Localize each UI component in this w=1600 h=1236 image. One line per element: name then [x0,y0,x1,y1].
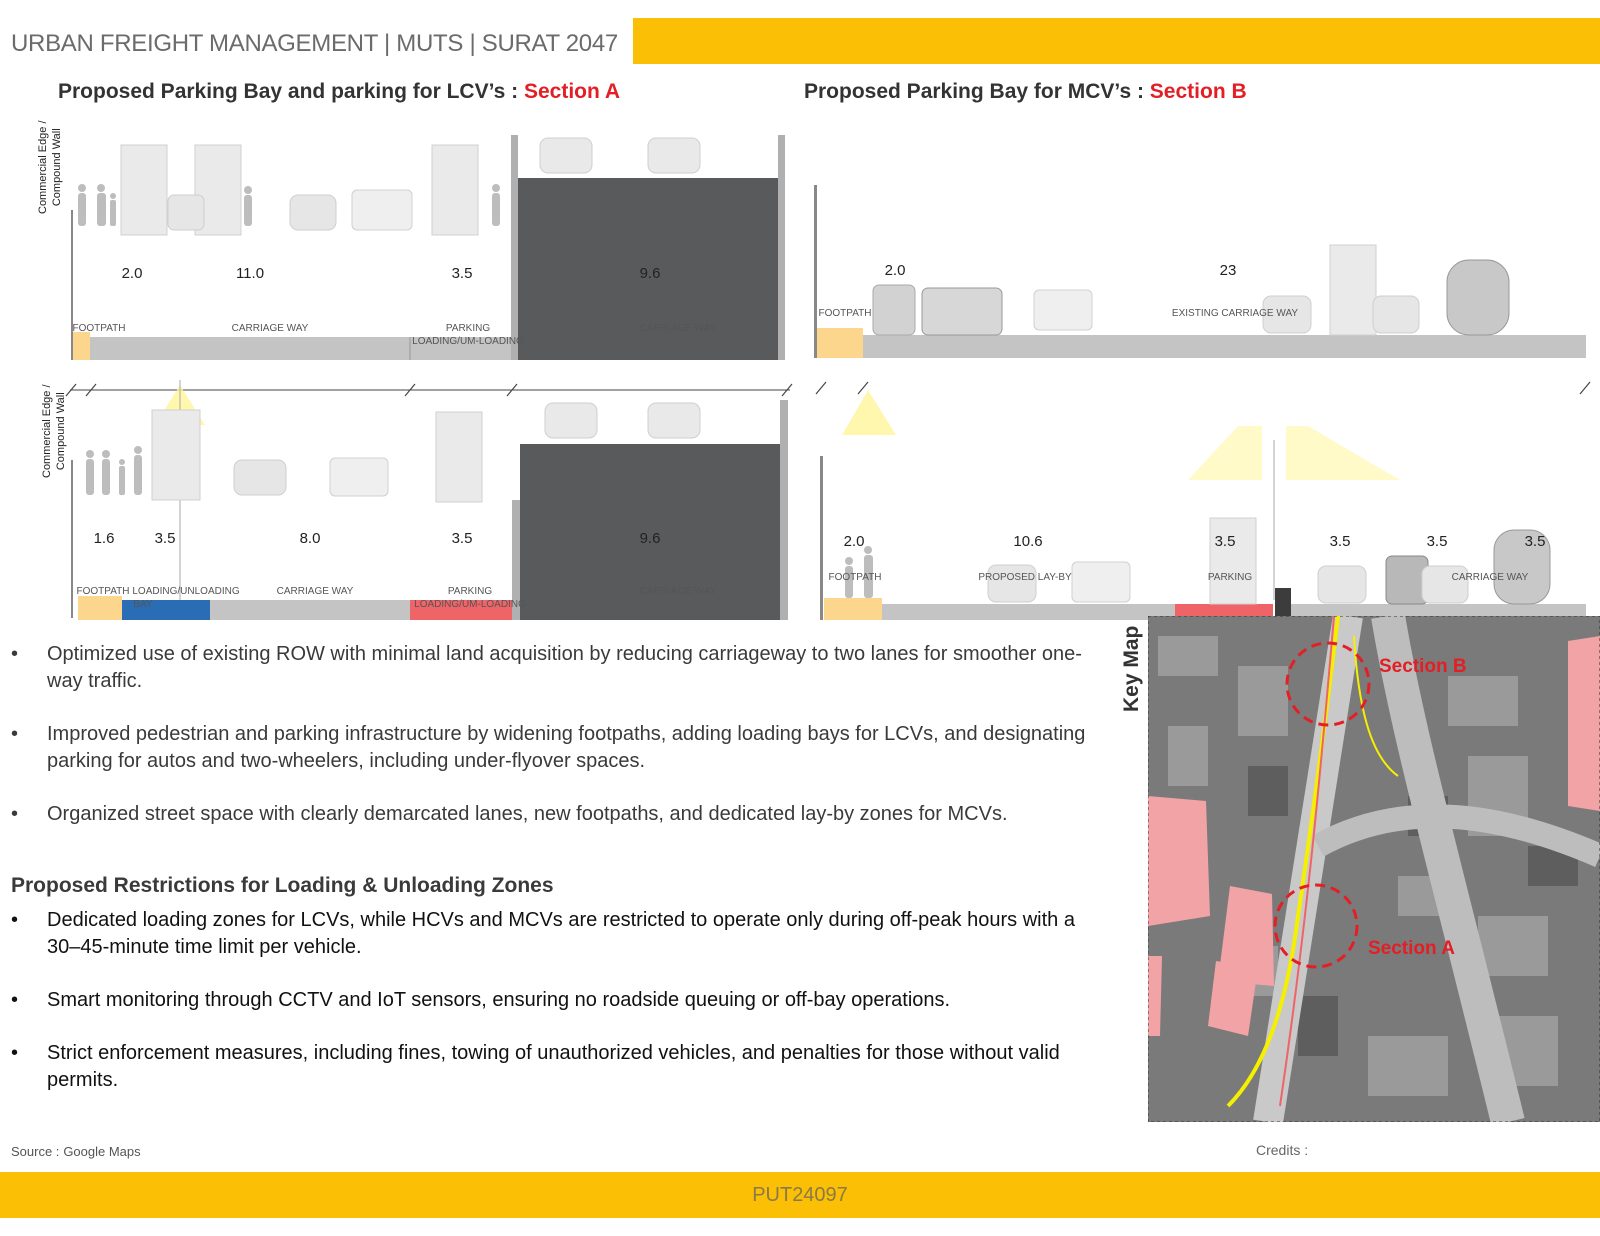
compound-wall [820,456,823,620]
tanker-icon [1447,260,1509,335]
zone-label: FOOTPATH [818,308,872,319]
dim-value: 23 [1219,262,1237,279]
flyover-pier [780,400,788,620]
restrictions-title: Proposed Restrictions for Loading & Unloading Zones [11,874,554,897]
street-light-glow [1188,426,1262,480]
section-b-title-text: Proposed Parking Bay for MCV’s : [804,80,1150,103]
car-icon [648,403,700,438]
dim-value: 9.6 [639,265,661,282]
zone-label: PROPOSED LAY-BY [978,572,1072,583]
car-icon [1318,566,1366,603]
section-a-title-label: Section A [523,80,621,103]
car-icon [540,138,592,173]
source-note [11,1143,141,1159]
zone-label: PARKING [1207,572,1253,583]
zone-label: FOOTPATH [828,572,882,583]
wall-label-line2: Compound Wall [55,392,67,471]
footpath-band [817,328,863,358]
dim-value: 10.6 [1013,533,1043,550]
section-a-title-text: Proposed Parking Bay and parking for LCV’s : [58,80,524,103]
key-map [1148,616,1600,1122]
pickup-icon [330,458,388,496]
key-map-section-b: Section B [1379,656,1467,677]
car-icon [648,138,700,173]
list-item: • Improved pedestrian and parking infrastructure by widening footpaths, adding loading bays for LCVs, and designating parking for autos and two-wheelers, including under-flyover spaces. [11,723,1086,772]
dim-value: 3.5 [451,530,473,547]
section-b-diagram [800,100,1600,620]
auto-rickshaw-icon [922,288,1002,335]
zone-label: CARRIAGE WAY [276,586,354,597]
pedestrian-icon [86,446,142,495]
compound-wall [71,210,73,360]
list-item: • Optimized use of existing ROW with minimal land acquisition by reducing carriageway to two lanes for smoother one-way traffic. [11,643,1082,692]
key-map-label: Key Map [1120,625,1143,712]
carriageway-band [863,335,1586,358]
wall-label-line1: Commercial Edge / [37,120,49,214]
footpath-band [73,332,90,360]
building-highlight [1568,636,1600,811]
carriageway-band [210,600,410,620]
layby-band [882,604,1175,620]
zone-label: BAY [133,599,153,610]
dim-value: 3.5 [1426,533,1448,550]
zone-label: PARKING [445,323,491,334]
section-a-proposed [70,380,792,620]
dim-value: 1.6 [93,530,115,547]
zone-label: PARKING [447,586,493,597]
zone-label: FOOTPATH [76,586,130,597]
section-b-title-label: Section B [1149,80,1247,103]
street-light-glow [1286,426,1400,480]
car-icon [545,403,597,438]
car-icon [290,195,336,230]
zone-label: EXISTING CARRIAGE WAY [1171,308,1299,319]
dim-value: 3.5 [1214,533,1236,550]
key-map-section-a: Section A [1368,938,1455,959]
section-a-existing [66,135,792,396]
list-item: • Strict enforcement measures, including fines, towing of unauthorized vehicles, and penalties for those without valid permits. [11,1042,1060,1091]
bullet-text: Organized street space with clearly demarcated lanes, new footpaths, and dedicated lay-by zones for MCVs. [47,803,1008,825]
page-title: URBAN FREIGHT MANAGEMENT | MUTS | SURAT 2047 [11,30,618,57]
truck-icon [436,412,482,502]
footpath-band [824,598,882,620]
wall-label-line2: Compound Wall [51,128,63,207]
zone-label: CARRIAGE WAY [639,323,717,334]
footer-code: PUT24097 [752,1184,848,1206]
section-b-proposed [810,390,1590,620]
dim-value: 2.0 [884,262,906,279]
zone-label: FOOTPATH [72,323,126,334]
dim-value: 3.5 [451,265,473,282]
building-highlight [1148,956,1162,1036]
zone-label: CARRIAGE WAY [639,586,717,597]
pickup-icon [352,190,412,230]
flyover-pier [778,135,785,360]
header-accent-bar [633,18,1600,64]
dim-value: 2.0 [121,265,143,282]
zone-label: LOADING/UM-LOADING [412,336,524,347]
truck-icon [1330,245,1376,335]
dim-value: 3.5 [154,530,176,547]
bullet-text: Strict enforcement measures, including fines, towing of unauthorized vehicles, and penalties for those without valid permits. [47,1042,1060,1091]
dim-value: 2.0 [843,533,865,550]
compound-wall [814,185,817,358]
source-value: Google Maps [63,1144,141,1159]
credits-label: Credits : [1256,1142,1309,1158]
bullet-text: Smart monitoring through CCTV and IoT sensors, ensuring no roadside queuing or off-bay operations. [47,989,951,1011]
zone-label: LOADING/UM-LOADING [414,599,526,610]
list-item: • Dedicated loading zones for LCVs, while HCVs and MCVs are restricted to operate only during off-peak hours with a 30–45-minute time limit per vehicle. [11,909,1075,958]
wall-label-line1: Commercial Edge / [41,384,53,478]
car-icon [234,460,286,495]
bullet-text: Optimized use of existing ROW with minimal land acquisition by reducing carriageway to two lanes for smoother one-way traffic. [47,643,1082,692]
bullet-text: Dedicated loading zones for LCVs, while HCVs and MCVs are restricted to operate only during off-peak hours with a 30–45-minute time limit per vehicle. [47,909,1075,958]
dim-value: 9.6 [639,530,661,547]
bullet-text: Improved pedestrian and parking infrastructure by widening footpaths, adding loading bays for LCVs, and designating parking for autos and two-wheelers, including under-flyover spaces. [47,723,1086,772]
zone-label: CARRIAGE WAY [1451,572,1529,583]
building-highlight [1148,796,1210,926]
footpath-band [78,596,122,620]
street-light-glow [842,390,896,435]
truck-icon [121,145,167,235]
car-icon [168,195,204,230]
truck-icon [432,145,478,235]
pickup-icon [1034,290,1092,330]
dim-value: 3.5 [1524,533,1546,550]
list-item: • Smart monitoring through CCTV and IoT sensors, ensuring no roadside queuing or off-bay operations. [11,989,951,1011]
zone-label: LOADING/UNLOADING [132,586,240,597]
dim-value: 11.0 [235,265,265,282]
truck-icon [152,410,200,500]
dim-value: 3.5 [1329,533,1351,550]
list-item: • Organized street space with clearly demarcated lanes, new footpaths, and dedicated lay-by zones for MCVs. [11,803,1008,825]
source-label: Source : [11,1144,60,1159]
zone-label: CARRIAGE WAY [231,323,309,334]
truck-icon [1210,518,1256,604]
section-b-existing [810,185,1590,600]
car-icon [1373,296,1419,333]
dim-value: 8.0 [299,530,321,547]
